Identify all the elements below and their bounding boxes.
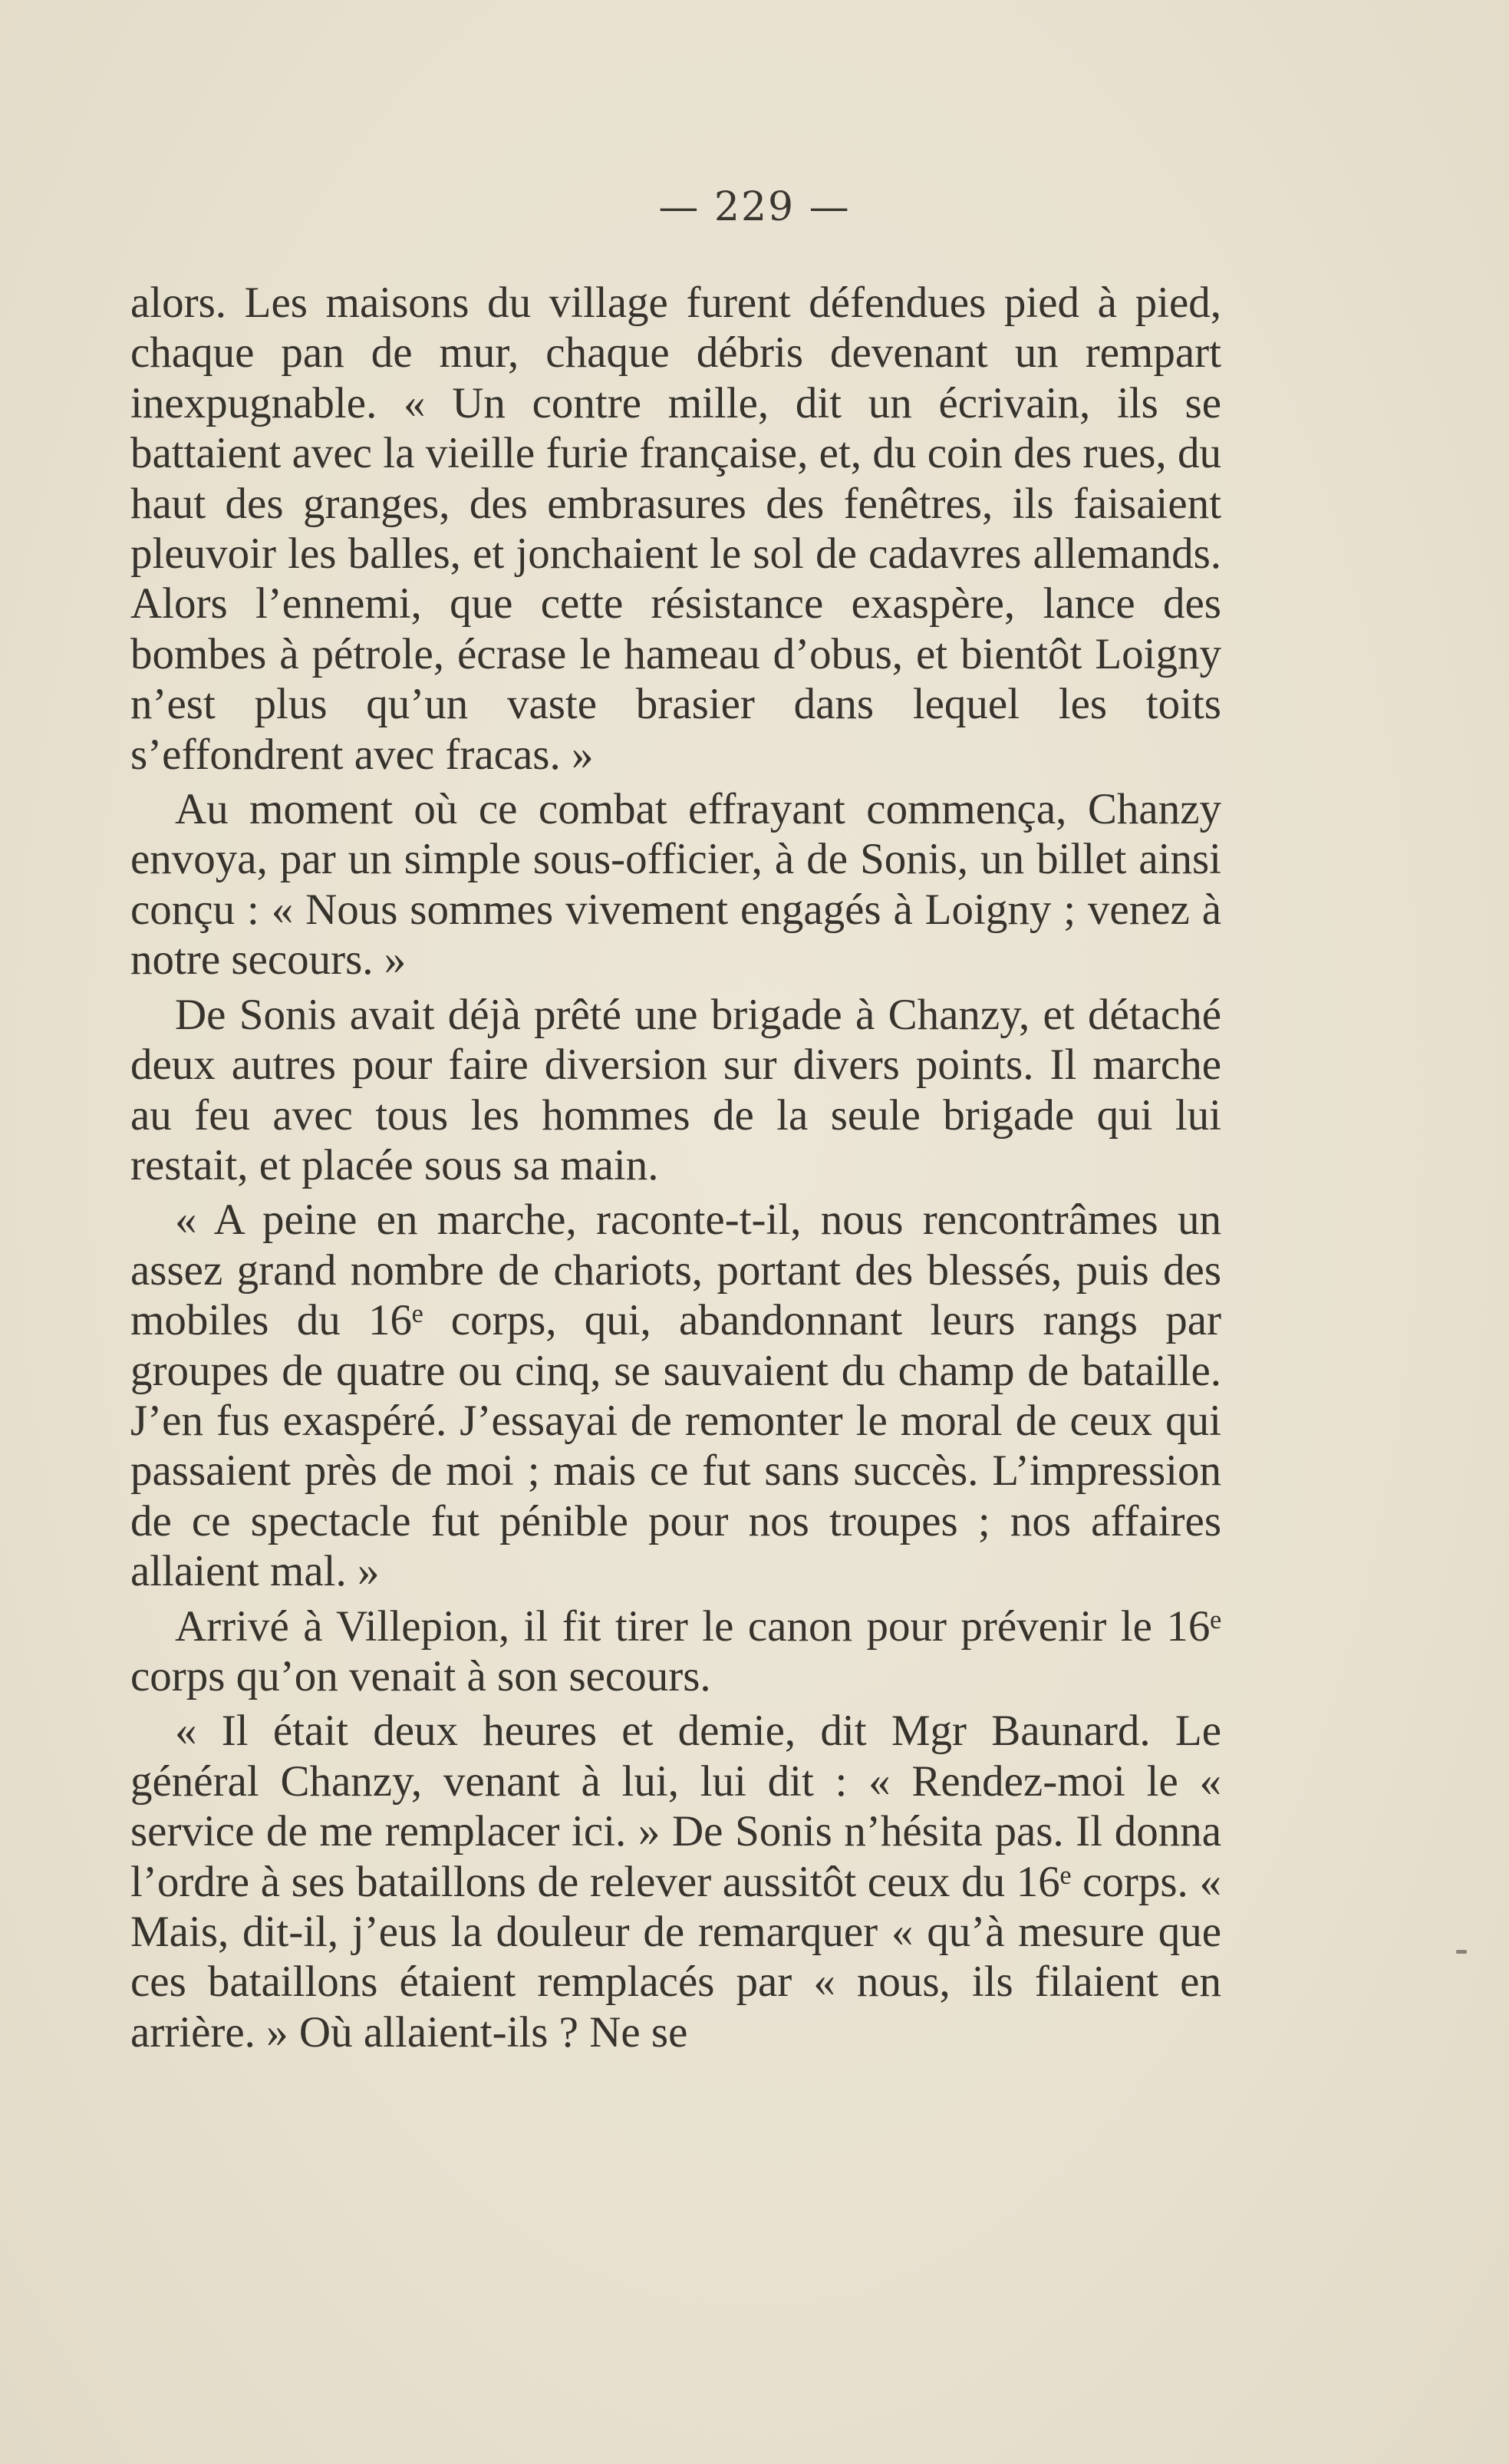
body-text [130,278,1221,2062]
paragraph-2: Au moment où ce combat effrayant commença, Chanzy envoya, par un simple sous-officier, à de Sonis, un billet ainsi conçu : « Nous sommes vivement engagés à Loigny ; venez à notre secours. » [130,785,1221,985]
paragraph-3: De Sonis avait déjà prêté une brigade à Chanzy, et détaché deux autres pour faire diversion sur divers points. Il marche au feu avec tous les hommes de la seule brigade qui lui restait, et placée sous sa main. [130,990,1221,1189]
paragraph-6: « Il était deux heures et demie, dit Mgr Baunard. Le général Chanzy, venant à lui, lui dit : « Rendez-moi le « service de me remplacer ici. » De Sonis n’hésita pas. Il donna l’ordre à ses bataillons de relever aussitôt ceux du 16ᵉ corps. « Mais, dit-il, j’eus la douleur de remarquer « qu’à mesure que ces bataillons étaient remplacés par « nous, ils filaient en arrière. » Où allaient-ils ? Ne se [130,1707,1221,2057]
paragraph-4: « A peine en marche, raconte-t-il, nous rencontrâmes un assez grand nombre de chariots, portant des blessés, puis des mobiles du 16ᵉ corps, qui, abandonnant leurs rangs par groupes de quatre ou cinq, se sauvaient du champ de bataille. J’en fus exaspéré. J’essayai de remonter le moral de ceux qui passaient près de moi ; mais ce fut sans succès. L’impression de ce spectacle fut pénible pour nos troupes ; nos affaires allaient mal. » [130,1196,1221,1596]
paragraph-1: alors. Les maisons du village furent défendues pied à pied, chaque pan de mur, chaque débris devenant un rempart inexpugnable. « Un contre mille, dit un écrivain, ils se battaient avec la vieille furie française, et, du coin des rues, du haut des granges, des embrasures des fenêtres, ils faisaient pleuvoir les balles, et jonchaient le sol de cadavres allemands. Alors l’ennemi, que cette résistance exaspère, lance des bombes à pétrole, écrase le hameau d’obus, et bientôt Loigny n’est plus qu’un vaste brasier dans lequel les toits s’effondrent avec fracas. » [130,279,1221,779]
page-number: — 229 — [658,184,851,230]
paragraph-5: Arrivé à Villepion, il fit tirer le canon pour prévenir le 16ᵉ corps qu’on venait à son secours. [130,1601,1221,1700]
paper-speck [1456,1950,1467,1954]
